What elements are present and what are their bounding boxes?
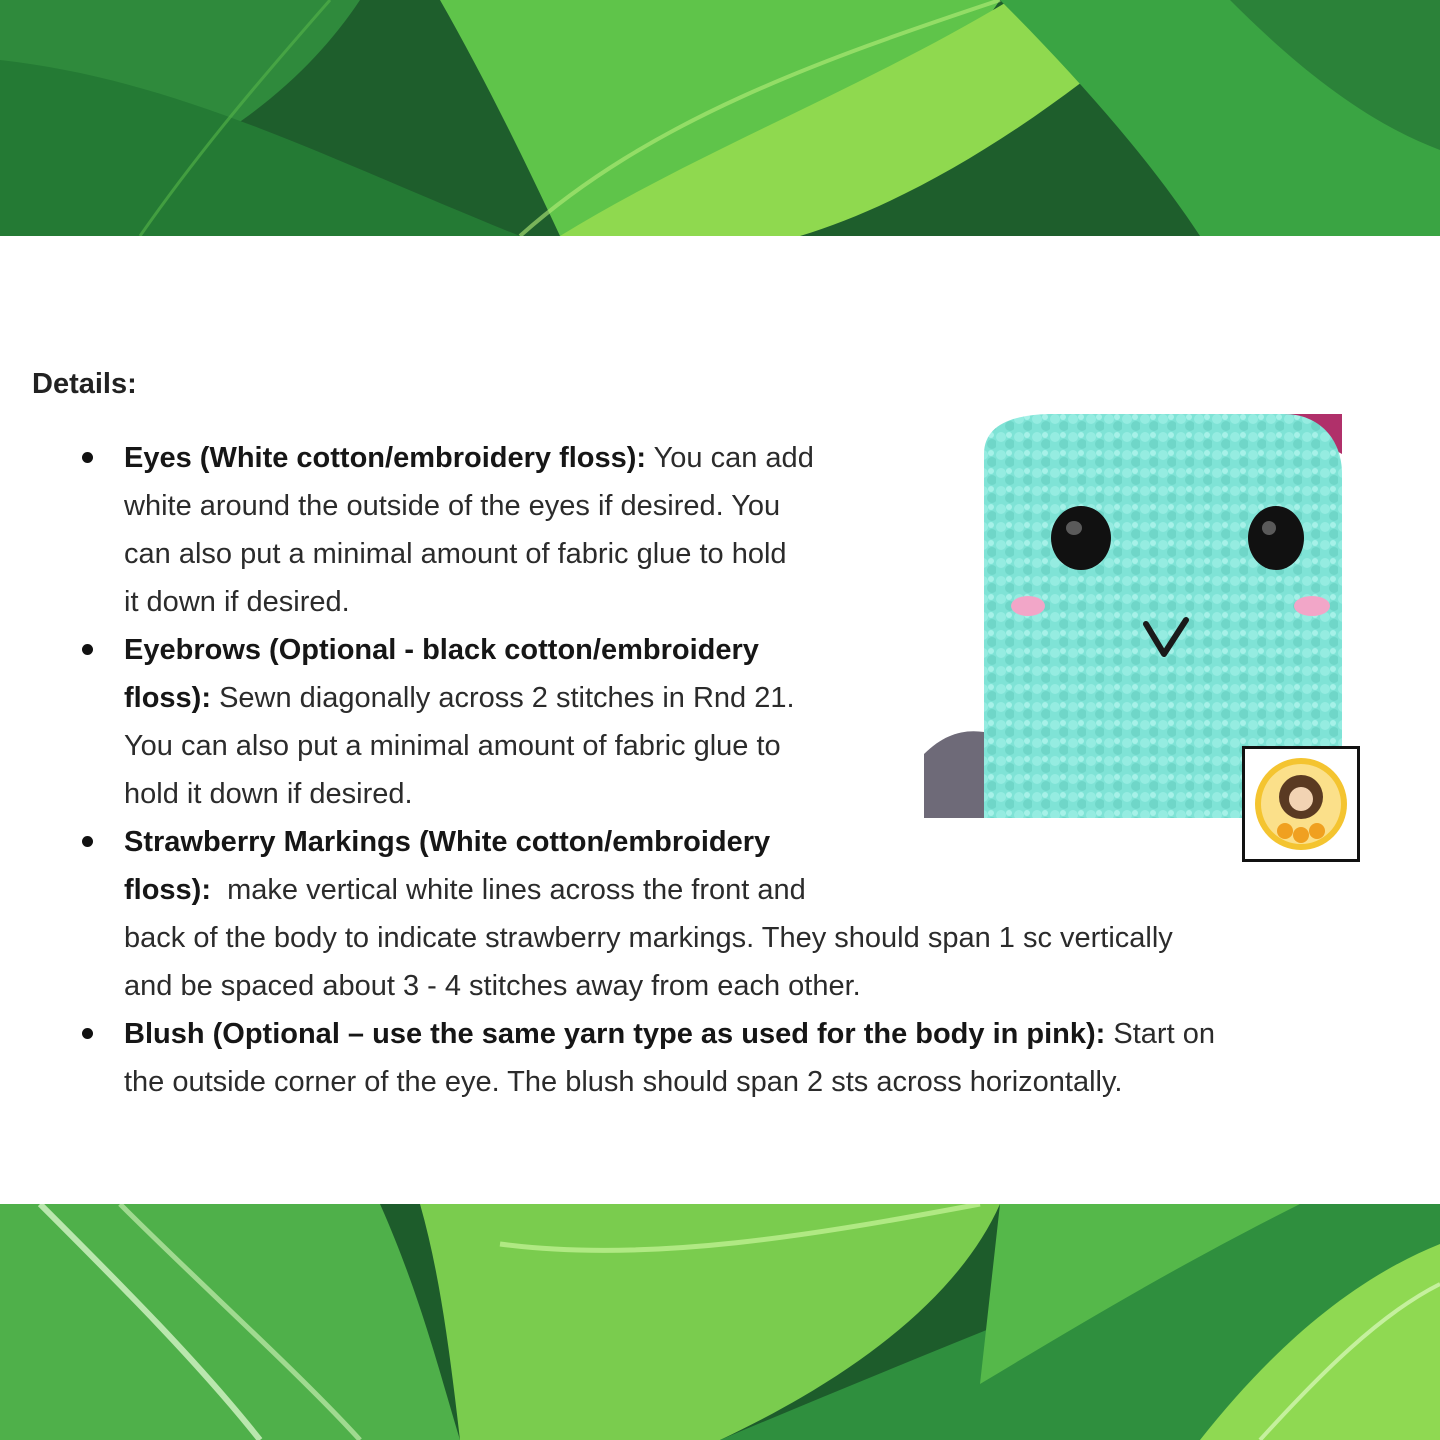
item-text: Sewn diagonally across 2 stitches in Rnd 21. <box>219 682 795 714</box>
item-text: and be spaced about 3 - 4 stitches away from each other. <box>124 970 861 1002</box>
details-card <box>0 236 1440 1204</box>
details-heading: Details: <box>32 368 137 400</box>
item-text: white around the outside of the eyes if desired. You <box>124 490 781 522</box>
bullet-icon <box>82 452 93 463</box>
item-text: hold it down if desired. <box>124 778 413 810</box>
item-title: floss): <box>124 874 211 906</box>
item-text: You can also put a minimal amount of fabric glue to <box>124 730 781 762</box>
circular-avatar-logo-icon <box>1245 749 1357 859</box>
item-title: Blush (Optional – use the same yarn type as used for the body in pink): <box>124 1018 1106 1050</box>
list-item-strawberry-markings <box>80 818 1330 1010</box>
bullet-icon <box>82 1028 93 1039</box>
item-text: can also put a minimal amount of fabric glue to hold <box>124 538 787 570</box>
bullet-icon <box>82 644 93 655</box>
item-title: Eyes (White cotton/embroidery floss): <box>124 442 647 474</box>
creator-logo <box>1242 746 1360 862</box>
item-title: Strawberry Markings (White cotton/embroidery <box>124 826 771 858</box>
bullet-icon <box>82 836 93 847</box>
item-text: the outside corner of the eye. The blush should span 2 sts across horizontally. <box>124 1066 1123 1098</box>
item-text: back of the body to indicate strawberry markings. They should span 1 sc vertically <box>124 922 1173 954</box>
item-title: floss): <box>124 682 211 714</box>
leaf-background-top <box>0 0 1440 236</box>
leaf-background-bottom <box>0 1204 1440 1440</box>
item-text: You can add <box>653 442 814 474</box>
item-title: Eyebrows (Optional - black cotton/embroidery <box>124 634 759 666</box>
item-text: it down if desired. <box>124 586 350 618</box>
item-text: Start on <box>1113 1018 1215 1050</box>
list-item-blush <box>80 1010 1330 1106</box>
item-text: make vertical white lines across the front and <box>227 874 806 906</box>
